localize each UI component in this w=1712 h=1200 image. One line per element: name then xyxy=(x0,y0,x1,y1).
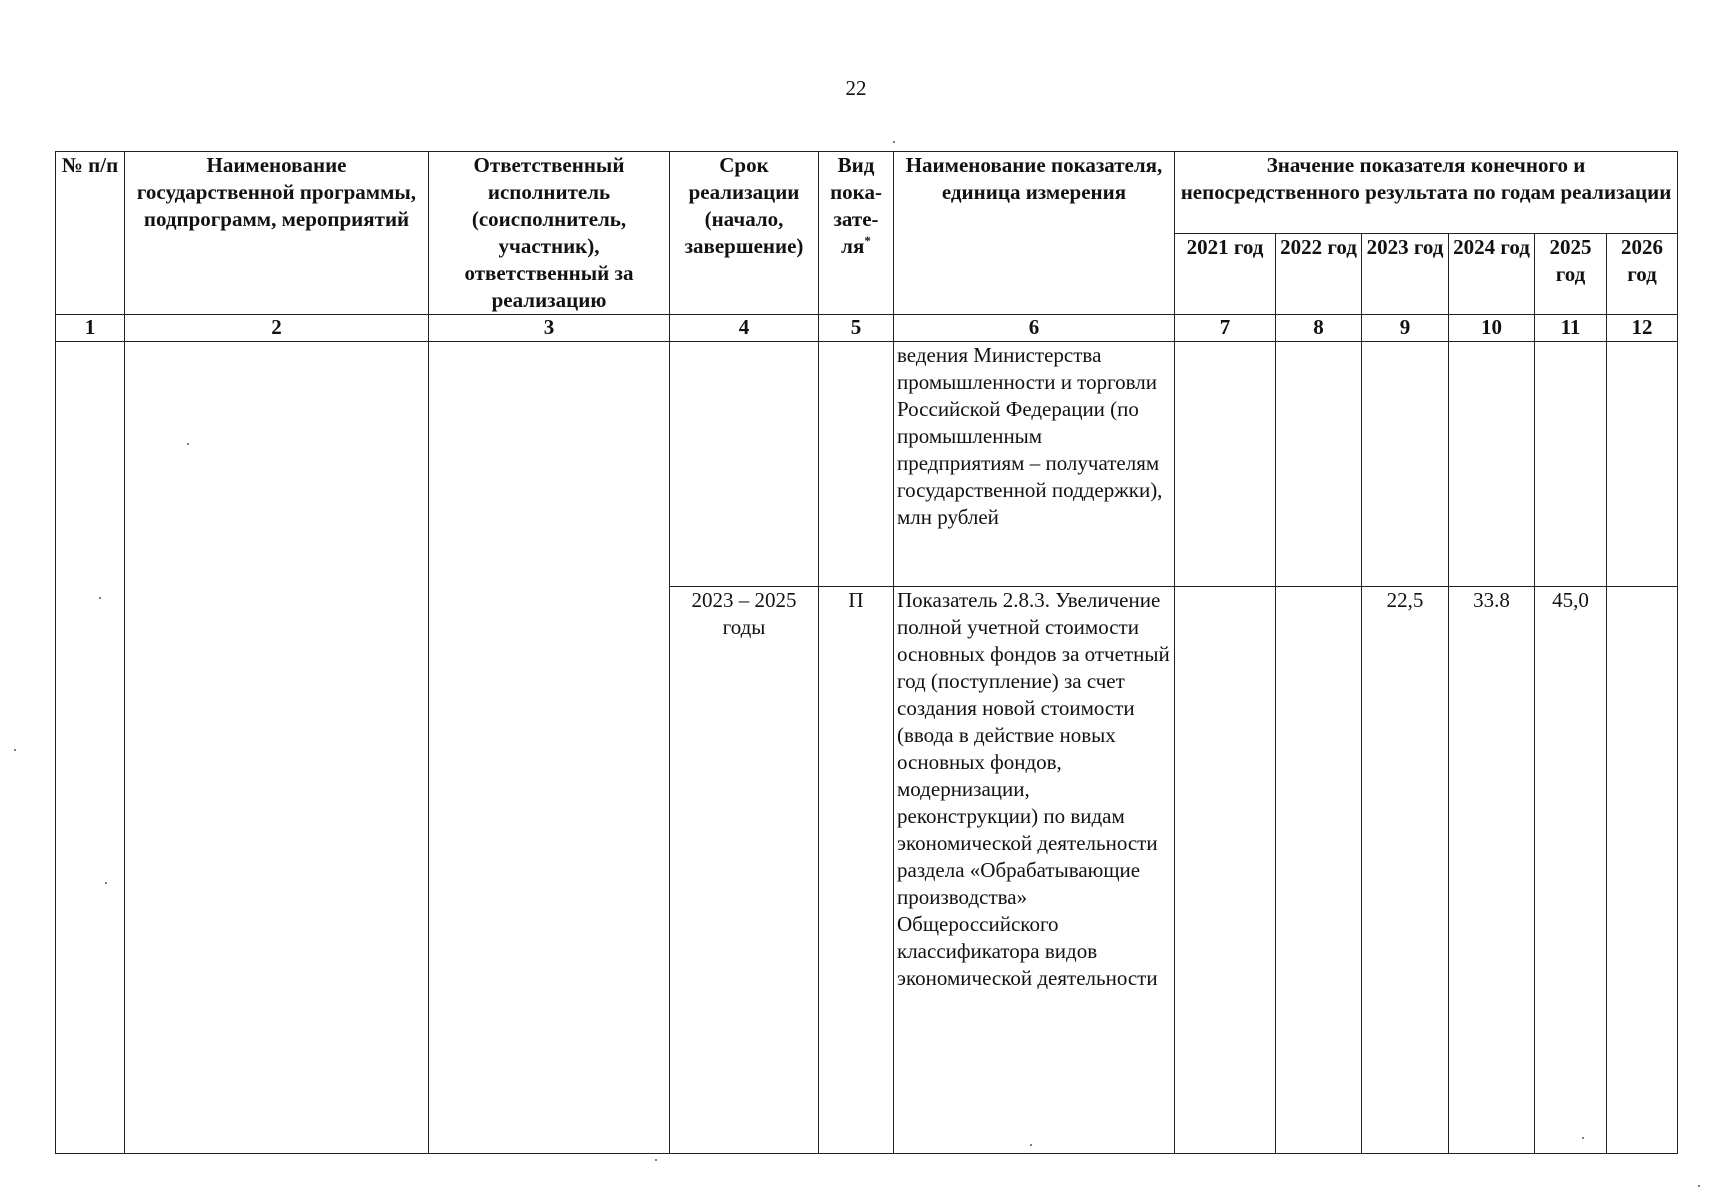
cell-value-2022 xyxy=(1276,342,1362,587)
scan-speck xyxy=(1698,1185,1700,1187)
column-number: 1 xyxy=(56,315,125,342)
scan-speck xyxy=(14,749,16,751)
column-number: 6 xyxy=(894,315,1175,342)
cell-indicator-kind: П xyxy=(819,587,894,1154)
column-number: 8 xyxy=(1276,315,1362,342)
column-number: 10 xyxy=(1449,315,1535,342)
scan-speck xyxy=(187,443,189,445)
column-number: 5 xyxy=(819,315,894,342)
cell-responsible xyxy=(429,342,670,1154)
column-number: 12 xyxy=(1607,315,1678,342)
cell-indicator-name: Показатель 2.8.3. Увеличение полной учетной стоимости основных фондов за отчетный год (поступление) за счет создания новой стоимости (ввода в действие новых основных фондов, модернизации, реконструкции) по видам экономической деятельности раздела «Обрабатывающие производства» Общероссийского классификатора видов экономической деятельности xyxy=(894,587,1175,1154)
column-number: 7 xyxy=(1175,315,1276,342)
cell-term xyxy=(670,342,819,587)
cell-value-2023 xyxy=(1362,342,1449,587)
cell-value-2024 xyxy=(1449,342,1535,587)
header-year-2025: 2025 год xyxy=(1535,233,1607,315)
cell-value-2026 xyxy=(1607,587,1678,1154)
cell-value-2024: 33.8 xyxy=(1449,587,1535,1154)
scan-speck xyxy=(1582,1137,1584,1139)
cell-value-2025: 45,0 xyxy=(1535,587,1607,1154)
header-term: Срок реализации (начало, завершение) xyxy=(670,152,819,315)
cell-number xyxy=(56,342,125,1154)
header-indicator-name: Наименование показателя, единица измерения xyxy=(894,152,1175,315)
footnote-asterisk: * xyxy=(864,233,871,248)
cell-value-2023: 22,5 xyxy=(1362,587,1449,1154)
indicators-table xyxy=(55,151,1678,1154)
header-year-2024: 2024 год xyxy=(1449,233,1535,315)
scan-speck xyxy=(1030,1144,1032,1146)
column-number: 11 xyxy=(1535,315,1607,342)
scan-speck xyxy=(105,882,107,884)
column-number: 3 xyxy=(429,315,670,342)
header-indicator-kind-text: Вид пока-зате-ля xyxy=(830,153,882,258)
cell-term: 2023 – 2025 годы xyxy=(670,587,819,1154)
header-responsible: Ответственный исполнитель (соисполнитель, участник), ответственный за реализацию xyxy=(429,152,670,315)
cell-indicator-kind xyxy=(819,342,894,587)
header-year-2023: 2023 год xyxy=(1362,233,1449,315)
cell-value-2026 xyxy=(1607,342,1678,587)
header-year-2026: 2026 год xyxy=(1607,233,1678,315)
cell-value-2025 xyxy=(1535,342,1607,587)
cell-program-name xyxy=(125,342,429,1154)
header-year-2022: 2022 год xyxy=(1276,233,1362,315)
column-number: 9 xyxy=(1362,315,1449,342)
column-number: 2 xyxy=(125,315,429,342)
cell-value-2021 xyxy=(1175,342,1276,587)
scan-speck xyxy=(655,1159,657,1161)
header-values-group: Значение показателя конечного и непосредственного результата по годам реализации xyxy=(1175,152,1678,234)
cell-indicator-name: ведения Министерства промышленности и торговли Российской Федерации (по промышленным предприятиям – получателям государственной поддержки), млн рублей xyxy=(894,342,1175,587)
column-number: 4 xyxy=(670,315,819,342)
scan-speck xyxy=(99,597,101,599)
table-row xyxy=(56,342,1678,587)
scan-speck xyxy=(893,141,895,143)
header-number: № п/п xyxy=(56,152,125,315)
page-number: 22 xyxy=(845,76,867,100)
header-program-name: Наименование государственной программы, подпрограмм, мероприятий xyxy=(125,152,429,315)
header-year-2021: 2021 год xyxy=(1175,233,1276,315)
cell-value-2021 xyxy=(1175,587,1276,1154)
header-indicator-kind xyxy=(819,152,894,315)
cell-value-2022 xyxy=(1276,587,1362,1154)
